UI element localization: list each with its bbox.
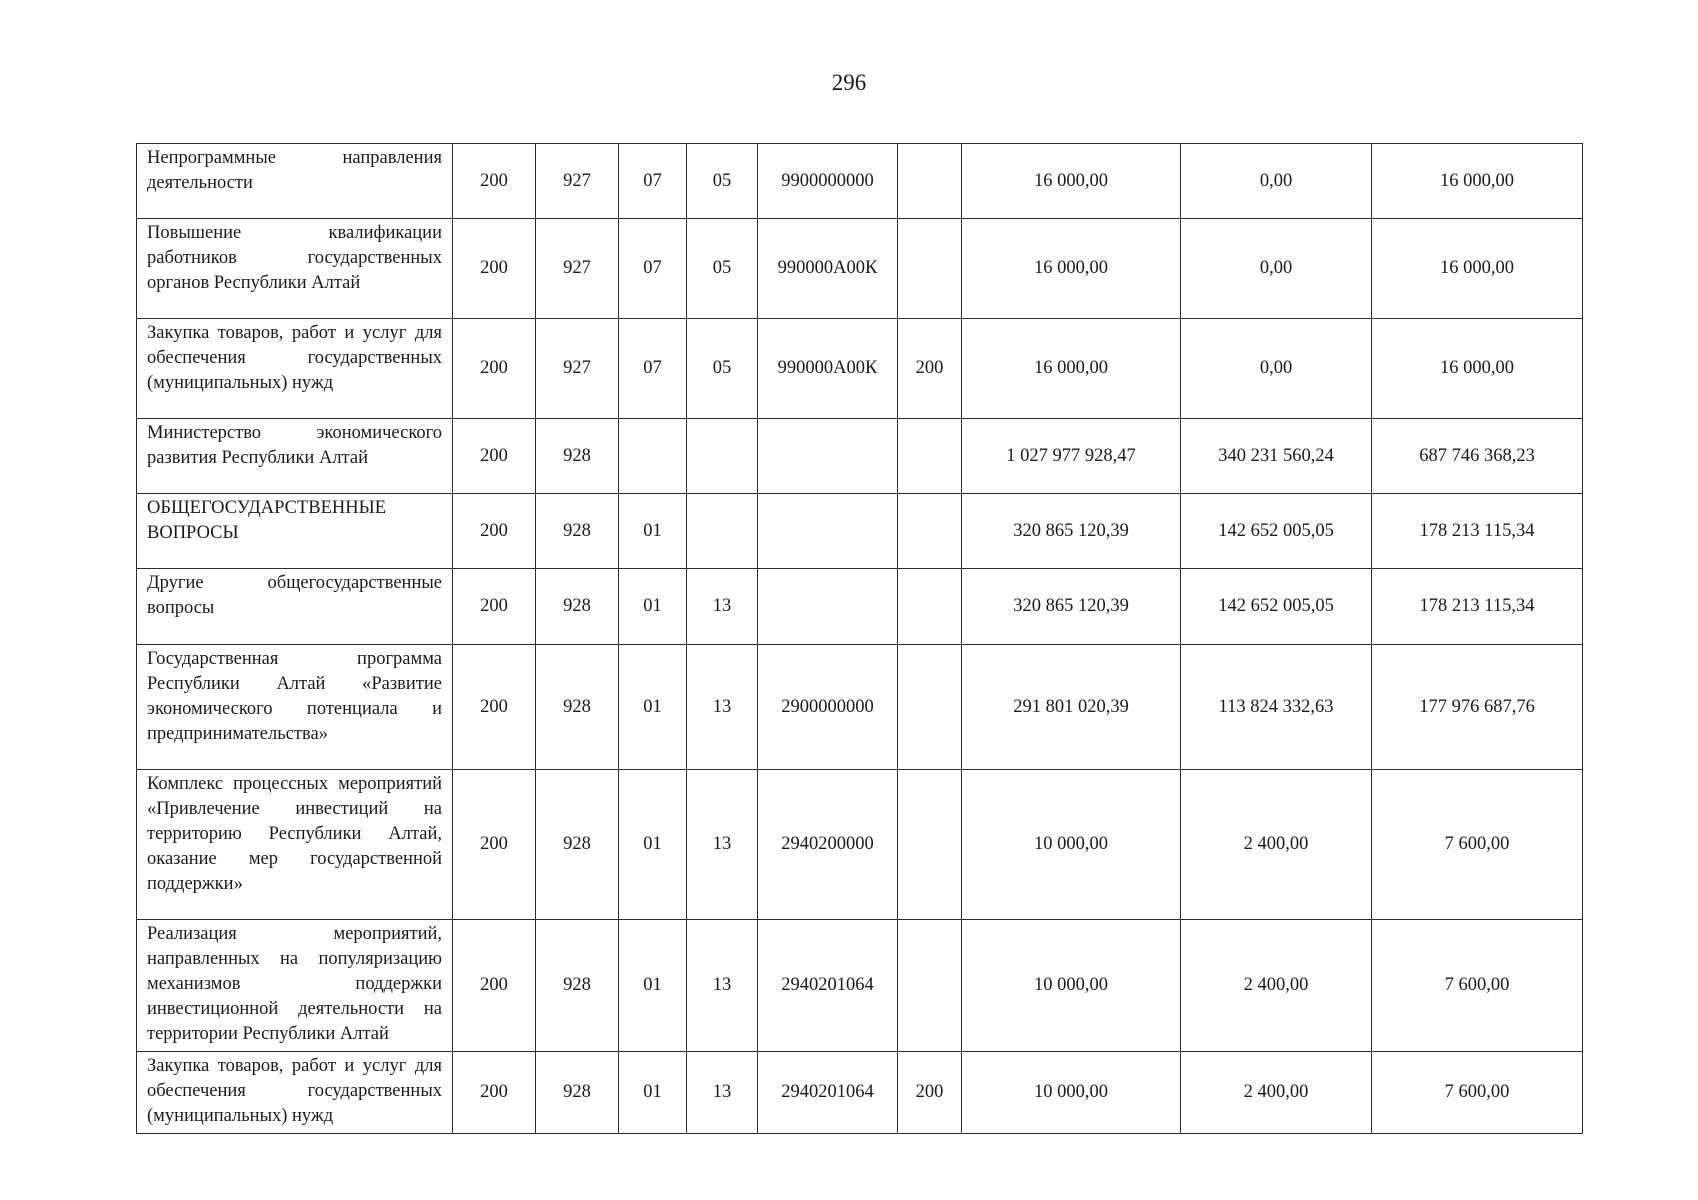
cell-v3: 7 600,00: [1372, 770, 1583, 920]
cell-c4: 13: [687, 770, 758, 920]
cell-c4: [687, 419, 758, 494]
cell-v2: 2 400,00: [1181, 920, 1372, 1052]
table-row: [137, 770, 1583, 920]
cell-v3: 687 746 368,23: [1372, 419, 1583, 494]
cell-v1: 10 000,00: [962, 920, 1181, 1052]
cell-c2: 927: [536, 144, 619, 219]
cell-v2: 142 652 005,05: [1181, 494, 1372, 569]
cell-c2: 928: [536, 569, 619, 645]
cell-c1: 200: [453, 770, 536, 920]
row-name: Закупка товаров, работ и услуг для обеспечения государственных (муниципальных) нужд: [137, 319, 453, 419]
cell-v2: 2 400,00: [1181, 1052, 1372, 1134]
cell-v1: 291 801 020,39: [962, 645, 1181, 770]
cell-c4: [687, 494, 758, 569]
cell-v2: 2 400,00: [1181, 770, 1372, 920]
table-row: [137, 494, 1583, 569]
cell-c1: 200: [453, 569, 536, 645]
table-row: [137, 419, 1583, 494]
cell-c2: 928: [536, 645, 619, 770]
table-row: [137, 144, 1583, 219]
cell-c4: 13: [687, 920, 758, 1052]
cell-c1: 200: [453, 645, 536, 770]
cell-c6: 200: [898, 319, 962, 419]
cell-c3: [619, 419, 687, 494]
cell-v3: 177 976 687,76: [1372, 645, 1583, 770]
cell-c3: 01: [619, 569, 687, 645]
table-row: [137, 645, 1583, 770]
cell-c3: 07: [619, 144, 687, 219]
cell-c2: 928: [536, 770, 619, 920]
cell-c1: 200: [453, 319, 536, 419]
table-row: [137, 920, 1583, 1052]
table-row: [137, 319, 1583, 419]
cell-c2: 927: [536, 219, 619, 319]
table-row: [137, 219, 1583, 319]
table-row: [137, 569, 1583, 645]
cell-v2: 142 652 005,05: [1181, 569, 1372, 645]
cell-c3: 07: [619, 219, 687, 319]
cell-v1: 16 000,00: [962, 219, 1181, 319]
cell-c4: 05: [687, 219, 758, 319]
cell-v2: 0,00: [1181, 144, 1372, 219]
cell-c3: 01: [619, 494, 687, 569]
cell-v3: 7 600,00: [1372, 1052, 1583, 1134]
cell-c1: 200: [453, 920, 536, 1052]
cell-c2: 928: [536, 920, 619, 1052]
cell-c5: 2940201064: [758, 920, 898, 1052]
cell-c6: [898, 219, 962, 319]
cell-c5: 2900000000: [758, 645, 898, 770]
cell-c6: 200: [898, 1052, 962, 1134]
cell-v1: 16 000,00: [962, 319, 1181, 419]
cell-c3: 07: [619, 319, 687, 419]
cell-v3: 16 000,00: [1372, 144, 1583, 219]
cell-c5: 990000А00К: [758, 219, 898, 319]
cell-c1: 200: [453, 1052, 536, 1134]
cell-c6: [898, 920, 962, 1052]
cell-c3: 01: [619, 770, 687, 920]
cell-v1: 1 027 977 928,47: [962, 419, 1181, 494]
cell-c4: 13: [687, 645, 758, 770]
row-name: Министерство экономического развития Республики Алтай: [137, 419, 453, 494]
cell-c4: 13: [687, 569, 758, 645]
cell-c5: 2940201064: [758, 1052, 898, 1134]
row-name: Реализация мероприятий, направленных на популяризацию механизмов поддержки инвестиционной деятельности на территории Республики Алтай: [137, 920, 453, 1052]
cell-c6: [898, 494, 962, 569]
row-name: Государственная программа Республики Алтай «Развитие экономического потенциала и предпринимательства»: [137, 645, 453, 770]
row-name: Закупка товаров, работ и услуг для обеспечения государственных (муниципальных) нужд: [137, 1052, 453, 1134]
cell-c5: 9900000000: [758, 144, 898, 219]
cell-v3: 16 000,00: [1372, 219, 1583, 319]
cell-c6: [898, 770, 962, 920]
row-name: Другие общегосударственные вопросы: [137, 569, 453, 645]
cell-v2: 340 231 560,24: [1181, 419, 1372, 494]
cell-c4: 05: [687, 144, 758, 219]
cell-c1: 200: [453, 144, 536, 219]
cell-c4: 05: [687, 319, 758, 419]
row-name: Повышение квалификации работников государственных органов Республики Алтай: [137, 219, 453, 319]
row-name: Комплекс процессных мероприятий «Привлечение инвестиций на территорию Республики Алтай, оказание мер государственной поддержки»: [137, 770, 453, 920]
cell-v2: 0,00: [1181, 219, 1372, 319]
cell-v3: 7 600,00: [1372, 920, 1583, 1052]
cell-v2: 113 824 332,63: [1181, 645, 1372, 770]
cell-v3: 16 000,00: [1372, 319, 1583, 419]
cell-c3: 01: [619, 1052, 687, 1134]
cell-v1: 320 865 120,39: [962, 494, 1181, 569]
cell-c2: 928: [536, 494, 619, 569]
cell-c3: 01: [619, 920, 687, 1052]
budget-table: [136, 143, 1583, 1134]
cell-c5: [758, 569, 898, 645]
cell-v3: 178 213 115,34: [1372, 494, 1583, 569]
cell-v1: 10 000,00: [962, 770, 1181, 920]
cell-c2: 927: [536, 319, 619, 419]
cell-c6: [898, 569, 962, 645]
cell-v3: 178 213 115,34: [1372, 569, 1583, 645]
cell-c6: [898, 144, 962, 219]
cell-c2: 928: [536, 1052, 619, 1134]
cell-c3: 01: [619, 645, 687, 770]
row-name: Непрограммные направления деятельности: [137, 144, 453, 219]
cell-v1: 10 000,00: [962, 1052, 1181, 1134]
cell-c2: 928: [536, 419, 619, 494]
page-number: 296: [831, 70, 867, 95]
cell-c1: 200: [453, 494, 536, 569]
cell-c6: [898, 645, 962, 770]
cell-c1: 200: [453, 419, 536, 494]
table-row: [137, 1052, 1583, 1134]
cell-v1: 320 865 120,39: [962, 569, 1181, 645]
cell-v2: 0,00: [1181, 319, 1372, 419]
cell-c5: 2940200000: [758, 770, 898, 920]
cell-c4: 13: [687, 1052, 758, 1134]
row-name: ОБЩЕГОСУДАРСТВЕННЫЕ ВОПРОСЫ: [137, 494, 453, 569]
cell-c5: 990000А00К: [758, 319, 898, 419]
cell-c5: [758, 494, 898, 569]
cell-v1: 16 000,00: [962, 144, 1181, 219]
cell-c5: [758, 419, 898, 494]
cell-c1: 200: [453, 219, 536, 319]
cell-c6: [898, 419, 962, 494]
